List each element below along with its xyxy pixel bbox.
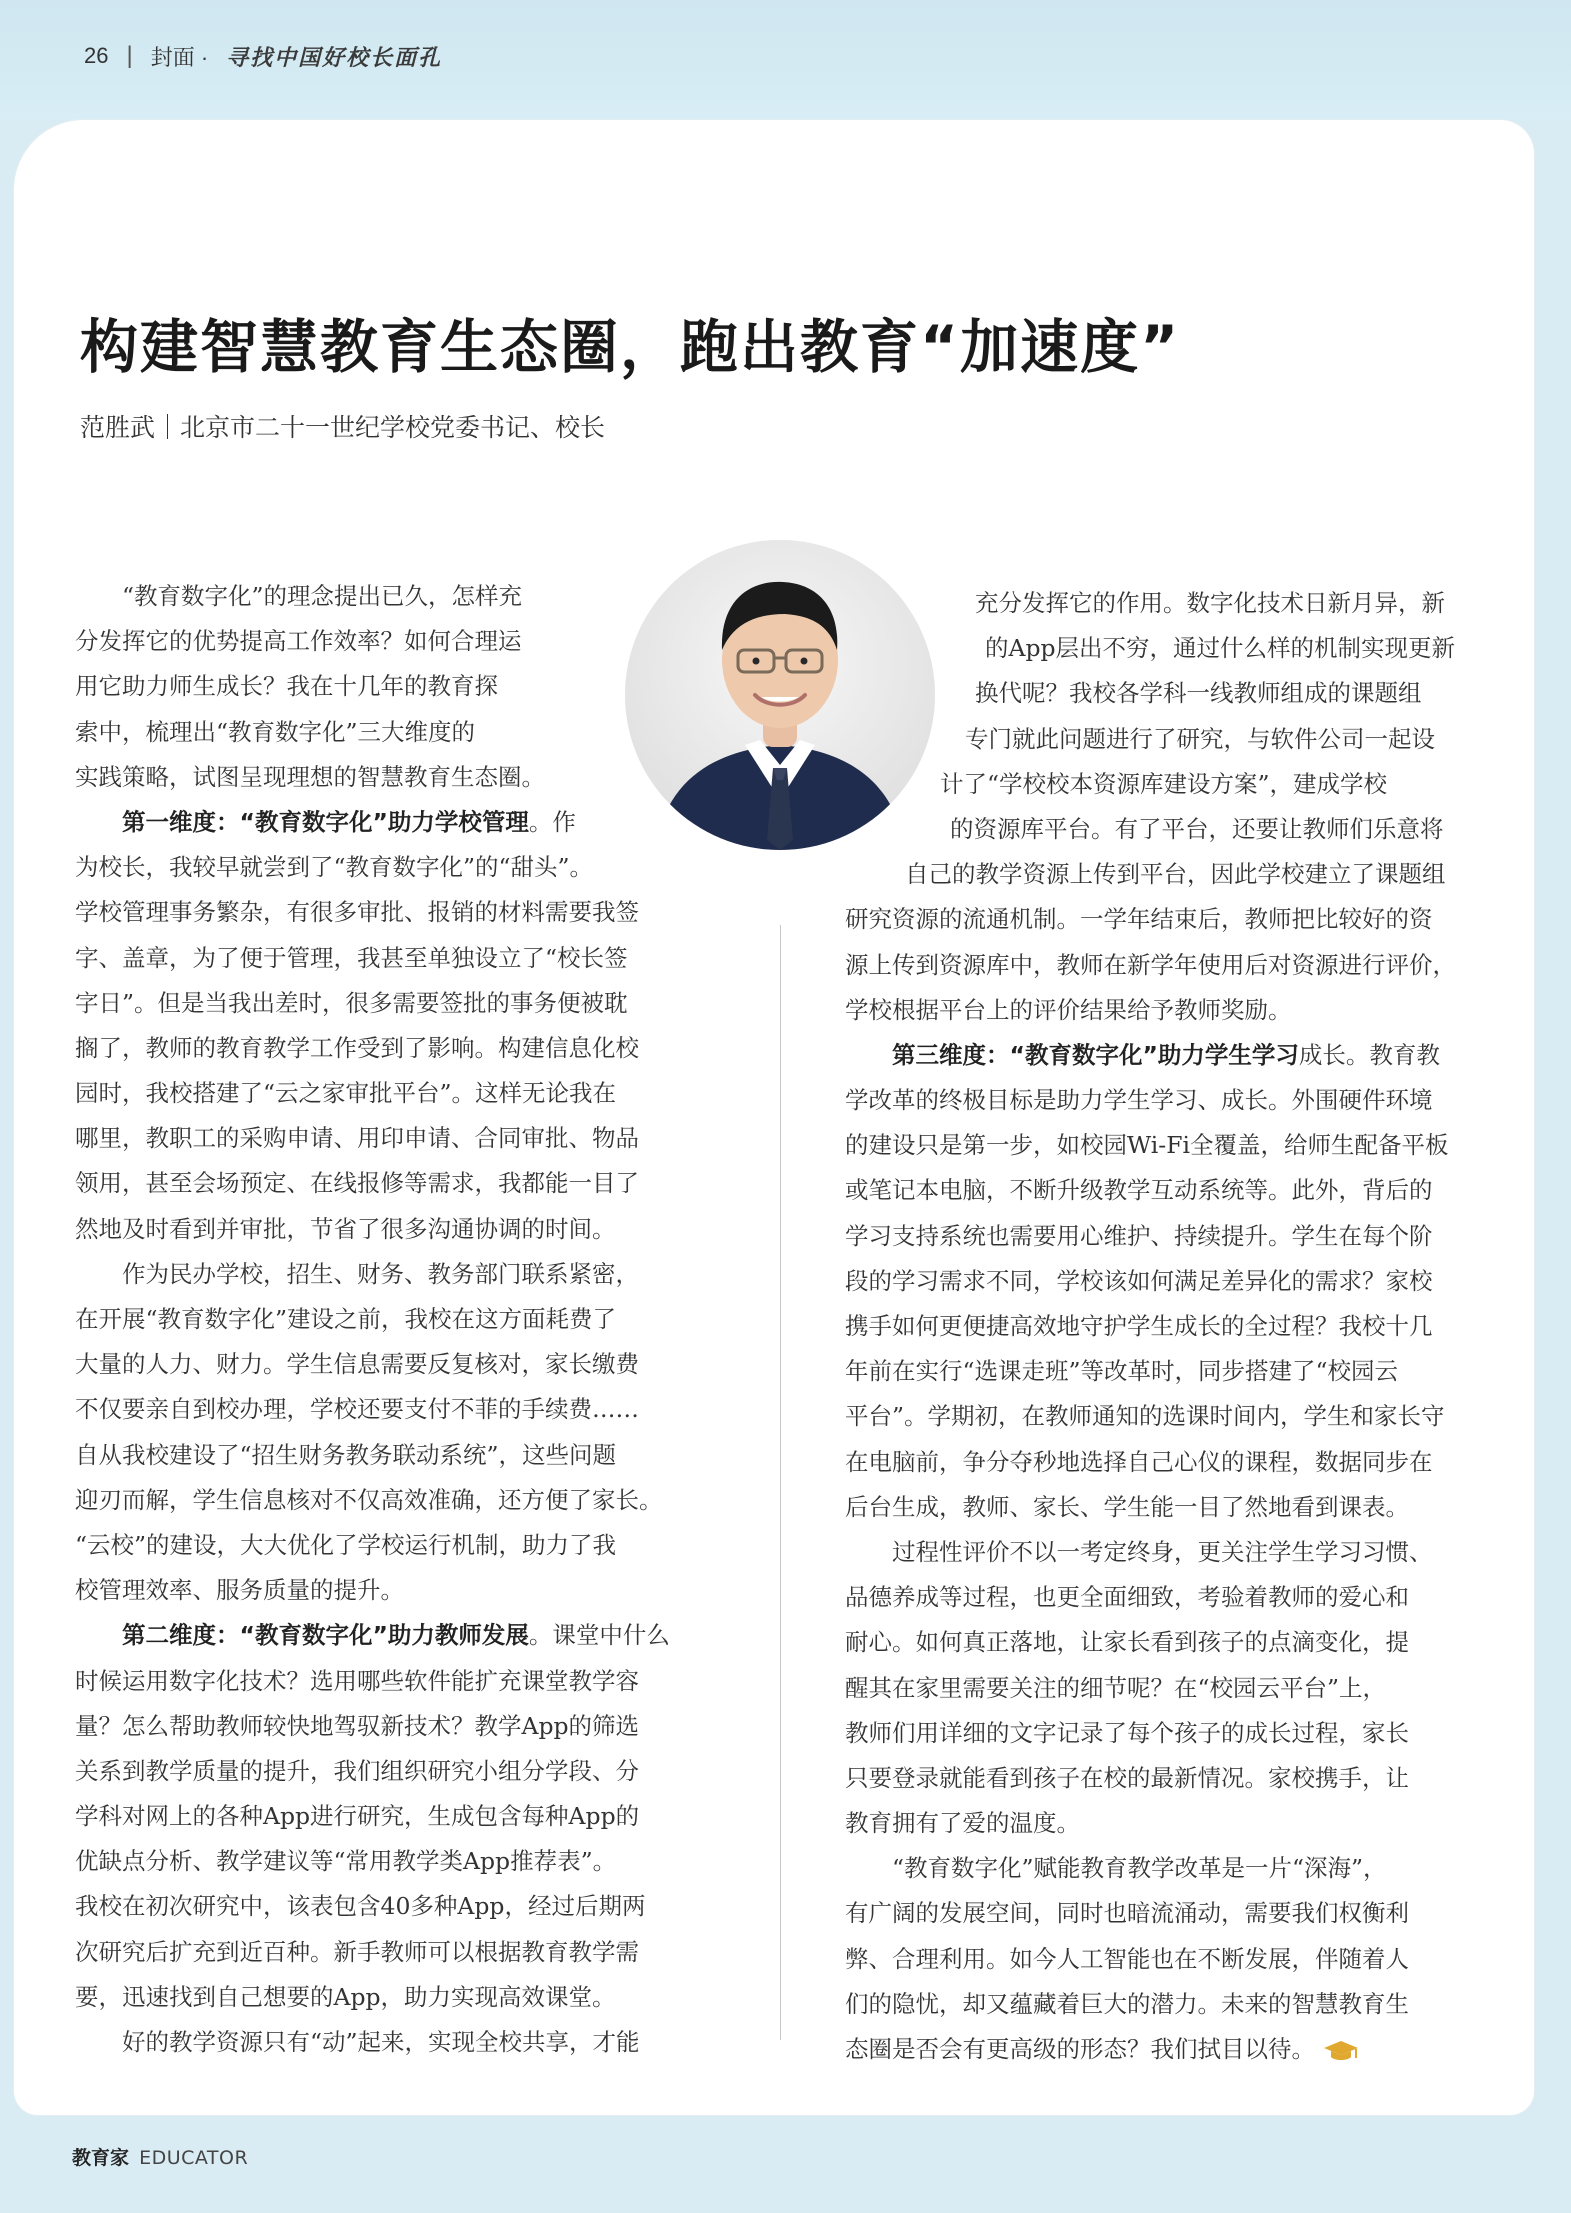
text-line: 学科对网上的各种App进行研究，生成包含每种App的	[75, 1802, 640, 1831]
magazine-name-english: EDUCATOR	[139, 2147, 249, 2169]
text-line: 换代呢？我校各学科一线教师组成的课题组	[975, 679, 1422, 708]
text-line: 量？怎么帮助教师较快地驾驭新技术？教学App的筛选	[75, 1711, 640, 1740]
section-heading-continuation: 。课堂中什么	[528, 1621, 670, 1650]
text-line: 字、盖章，为了便于管理，我甚至单独设立了“校长签	[75, 943, 628, 972]
text-line: 的App层出不穷，通过什么样的机制实现更新	[985, 634, 1456, 663]
text-line: 品德养成等过程，也更全面细致，考验着教师的爱心和	[845, 1583, 1409, 1612]
text-line: 研究资源的流通机制。一学年结束后，教师把比较好的资	[845, 905, 1433, 934]
magazine-name: 教育家	[72, 2147, 130, 2169]
section-heading: 第一维度：“教育数字化”助力学校管理	[75, 807, 529, 836]
text-line: 态圈是否会有更高级的形态？我们拭目以待。	[845, 2027, 1485, 2072]
text-line: 好的教学资源只有“动”起来，实现全校共享，才能	[75, 2028, 640, 2056]
graduation-cap-icon	[1323, 2039, 1359, 2063]
header-divider: |	[126, 42, 133, 69]
text-line: 为校长，我较早就尝到了“教育数字化”的“甜头”。	[75, 853, 594, 882]
article-title: 构建智慧教育生态圈，跑出教育“加速度”	[80, 313, 1181, 381]
text-line: 哪里，教职工的采购申请、用印申请、合同审批、物品	[75, 1124, 639, 1153]
text-line: 学校管理事务繁杂，有很多审批、报销的材料需要我签	[75, 898, 639, 927]
text-line: 平台”。学期初，在教师通知的选课时间内，学生和家长守	[845, 1402, 1445, 1431]
section-label: 封面 ·	[150, 44, 209, 70]
text-line: 计了“学校校本资源库建设方案”，建成学校	[940, 769, 1388, 798]
text-line: 醒其在家里需要关注的细节呢？在“校园云平台”上，	[845, 1673, 1387, 1702]
right-text-column	[845, 581, 1485, 2072]
text-line: “教育数字化”的理念提出已久，怎样充	[75, 582, 523, 610]
text-line: 索中，梳理出“教育数字化”三大维度的	[75, 717, 476, 746]
text-line: 教师们用详细的文字记录了每个孩子的成长过程，家长	[845, 1718, 1409, 1747]
text-line: 后台生成，教师、家长、学生能一目了然地看到课表。	[845, 1492, 1409, 1521]
text-line: 过程性评价不以一考定终身，更关注学生学习习惯、	[845, 1537, 1433, 1566]
section-heading-continuation: 。作	[528, 807, 576, 836]
text-line: 字日”。但是当我出差时，很多需要签批的事务便被耽	[75, 988, 628, 1017]
text-line: 我校在初次研究中，该表包含40多种App，经过后期两	[75, 1892, 646, 1921]
text-line: 源上传到资源库中，教师在新学年使用后对资源进行评价，	[845, 950, 1456, 979]
text-line: 学改革的终极目标是助力学生学习、成长。外围硬件环境	[845, 1086, 1433, 1115]
text-line: 作为民办学校，招生、财务、教务部门联系紧密，	[75, 1259, 639, 1288]
text-line: 学校根据平台上的评价结果给予教师奖励。	[845, 995, 1292, 1024]
text-line: 园时，我校搭建了“云之家审批平台”。这样无论我在	[75, 1079, 617, 1108]
text-line: 自己的教学资源上传到平台，因此学校建立了课题组	[905, 860, 1446, 889]
text-line: 携手如何更便捷高效地守护学生成长的全过程？我校十几	[845, 1312, 1433, 1340]
magazine-footer	[72, 2143, 248, 2170]
text-line: 有广阔的发展空间，同时也暗流涌动，需要我们权衡利	[845, 1899, 1409, 1928]
text-line: 们的隐忧，却又蕴藏着巨大的潜力。未来的智慧教育生	[845, 1989, 1409, 2018]
section-heading: 第二维度：“教育数字化”助力教师发展	[75, 1621, 529, 1650]
text-line: 的资源库平台。有了平台，还要让教师们乐意将	[950, 814, 1444, 843]
section-heading: 第三维度：“教育数字化”助力学生学习	[845, 1040, 1299, 1069]
text-line: 在电脑前，争分夺秒地选择自己心仪的课程，数据同步在	[845, 1447, 1433, 1476]
text-line: 次研究后扩充到近百种。新手教师可以根据教育教学需	[75, 1937, 639, 1966]
running-header	[84, 36, 442, 76]
text-line: 自从我校建设了“招生财务教务联动系统”，这些问题	[75, 1440, 617, 1469]
text-line: 用它助力师生成长？我在十几年的教育探	[75, 672, 498, 701]
text-line: 只要登录就能看到孩子在校的最新情况。家校携手，让	[845, 1763, 1409, 1792]
text-line: “教育数字化”赋能教育教学改革是一片“深海”，	[845, 1854, 1387, 1883]
text-line: “云校”的建设，大大优化了学校运行机制，助力了我	[75, 1530, 617, 1559]
text-line	[845, 1033, 1485, 1078]
text-line: 搁了，教师的教育教学工作受到了影响。构建信息化校	[75, 1033, 639, 1062]
cover-feature-title: 寻找中国好校长面孔	[226, 44, 443, 70]
text-line: 在开展“教育数字化”建设之前，我校在这方面耗费了	[75, 1305, 617, 1333]
text-line: 耐心。如何真正落地，让家长看到孩子的点滴变化，提	[845, 1628, 1409, 1657]
text-line: 关系到教学质量的提升，我们组织研究小组分学段、分	[75, 1756, 639, 1785]
text-line: 充分发挥它的作用。数字化技术日新月异，新	[975, 589, 1445, 617]
text-line: 年前在实行“选课走班”等改革时，同步搭建了“校园云	[845, 1357, 1399, 1386]
text-line: 专门就此问题进行了研究，与软件公司一起设	[965, 724, 1435, 753]
text-line: 段的学习需求不同，学校该如何满足差异化的需求？家校	[845, 1266, 1433, 1295]
page-number: 26	[84, 43, 109, 68]
text-line: 或笔记本电脑，不断升级教学互动系统等。此外，背后的	[845, 1176, 1433, 1205]
text-line: 不仅要亲自到校办理，学校还要支付不菲的手续费……	[75, 1395, 639, 1424]
text-line	[75, 800, 715, 845]
text-line: 领用，甚至会场预定、在线报修等需求，我都能一目了	[75, 1169, 639, 1198]
text-line: 的建设只是第一步，如校园Wi-Fi全覆盖，给师生配备平板	[845, 1131, 1449, 1160]
article-byline: 范胜武｜北京市二十一世纪学校党委书记、校长	[80, 413, 606, 442]
text-line: 迎刃而解，学生信息核对不仅高效准确，还方便了家长。	[75, 1485, 663, 1514]
text-line: 大量的人力、财力。学生信息需要反复核对，家长缴费	[75, 1350, 639, 1379]
column-divider	[780, 925, 781, 2040]
text-line	[75, 1613, 715, 1658]
text-line: 实践策略，试图呈现理想的智慧教育生态圈。	[75, 762, 545, 791]
section-heading-continuation: 成长。教育教	[1298, 1040, 1440, 1069]
text-line: 优缺点分析、教学建议等“常用教学类App推荐表”。	[75, 1847, 617, 1876]
text-line: 分发挥它的优势提高工作效率？如何合理运	[75, 627, 522, 656]
text-line: 教育拥有了爱的温度。	[845, 1809, 1080, 1838]
text-line: 校管理效率、服务质量的提升。	[75, 1576, 404, 1605]
text-line: 要，迅速找到自己想要的App，助力实现高效课堂。	[75, 1982, 616, 2011]
text-line: 时候运用数字化技术？选用哪些软件能扩充课堂教学容	[75, 1666, 639, 1695]
text-line: 然地及时看到并审批，节省了很多沟通协调的时间。	[75, 1214, 616, 1243]
text-line: 学习支持系统也需要用心维护、持续提升。学生在每个阶	[845, 1221, 1433, 1250]
text-line: 弊、合理利用。如今人工智能也在不断发展，伴随着人	[845, 1944, 1409, 1973]
left-text-column	[75, 574, 715, 2065]
